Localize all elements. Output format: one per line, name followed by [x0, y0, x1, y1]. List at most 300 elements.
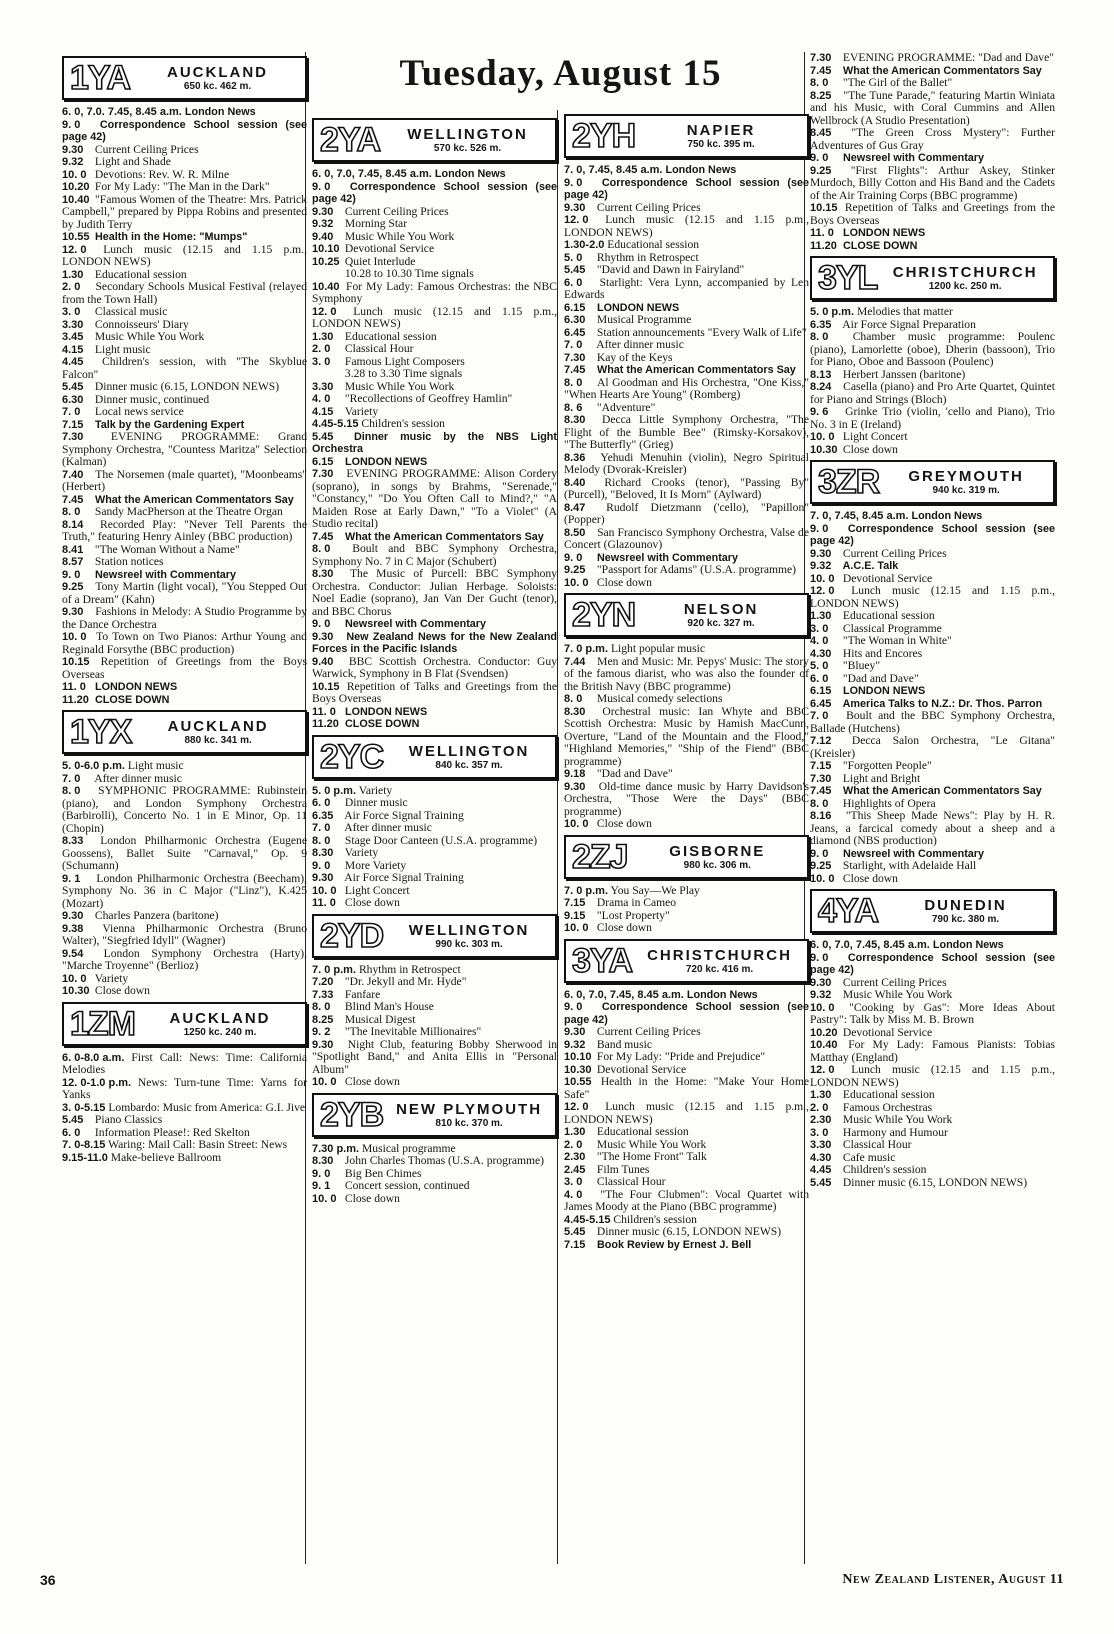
programme-entry — [810, 585, 1055, 610]
programme-text: LONDON NEWS — [597, 301, 680, 314]
programme-text: Connoisseurs' Diary — [94, 317, 189, 331]
programme-entry — [564, 1076, 809, 1101]
station-block — [312, 735, 557, 910]
programme-text: Boult and the BBC Symphony Orchestra, Ballade (Hutchens) — [810, 709, 1055, 735]
programme-time: 8.50 — [564, 526, 586, 539]
programme-text: After dinner music — [344, 821, 432, 834]
programme-text: Devotional Service — [842, 1025, 933, 1039]
programme-entry — [312, 1193, 557, 1206]
programme-list — [62, 1052, 307, 1165]
programme-text: Station announcements "Every Walk of Life" — [596, 325, 807, 339]
programme-entry — [62, 681, 307, 694]
programme-time: 5.45 — [62, 381, 84, 393]
programme-entry — [62, 406, 307, 419]
programme-entry — [564, 1226, 809, 1239]
page-title: Tuesday, August 15 — [399, 53, 722, 94]
programme-entry — [62, 194, 307, 232]
programme-time: 10.10 — [564, 1051, 592, 1063]
programme-text: Correspondence School session (see page 42) — [810, 951, 1056, 976]
programme-text: "The Woman in White" — [842, 634, 952, 647]
programme-time: 7. 0 p.m. — [564, 643, 609, 655]
programme-entry — [564, 527, 809, 552]
programme-text: CLOSE DOWN — [95, 693, 170, 706]
programme-text: Close down — [842, 442, 898, 456]
programme-entry — [810, 939, 1055, 952]
programme-time: 9. 2 — [312, 1026, 331, 1038]
programme-entry — [564, 577, 809, 590]
programme-text: Light music — [127, 759, 184, 772]
programme-time: 9.30 — [312, 872, 334, 884]
programme-text: For My Lady: Famous Pianists: Tobias Matthay (England) — [810, 1038, 1055, 1064]
programme-time: 7. 0, 7.45, 8.45 a.m. — [810, 510, 909, 522]
programme-text: Piano Classics — [94, 1113, 163, 1126]
programme-time: 10. 0 — [62, 168, 87, 181]
programme-text: Lunch music (12.15 and 1.15 p.m., LONDON NEWS) — [810, 584, 1055, 610]
programme-time: 5.45 — [810, 1176, 832, 1189]
programme-time: 9.30 — [564, 780, 586, 793]
station-block — [312, 118, 557, 731]
programme-text: Lunch music (12.15 and 1.15 p.m., LONDON NEWS) — [312, 304, 557, 330]
programme-text: "Dad and Dave" — [842, 671, 919, 685]
programme-text: The Music of Purcell: BBC Symphony Orchestra. Conductor: Julian Herbage. Soloists: Noel Eadie (soprano), Jan Van Der Gucht (tenor), and BBC Chorus — [312, 567, 557, 618]
programme-entry — [810, 331, 1055, 369]
programme-text: Children's session, with "The Skyblue Falcon" — [62, 355, 307, 381]
programme-time: 1.30 — [810, 610, 832, 622]
programme-text: News: Turn-tune Time: Yarns for Yanks — [62, 1075, 307, 1101]
programme-text: Rhythm in Retrospect — [596, 250, 699, 264]
programme-text: First Call: News: Time: California Melodies — [62, 1050, 307, 1076]
programme-text: Light popular music — [610, 642, 705, 655]
programme-text: Decca Salon Orchestra, "Le Gitana" (Kreisler) — [810, 734, 1056, 760]
programme-time: 10.40 — [62, 193, 90, 206]
programme-entry — [810, 1002, 1055, 1027]
programme-text: Newsreel with Commentary — [95, 568, 237, 581]
programme-text: London News — [911, 510, 983, 522]
programme-time: 7.45 — [564, 364, 586, 376]
programme-time: 2. 0 — [312, 343, 331, 355]
programme-list — [810, 52, 1055, 252]
programme-time: 5.45 — [564, 264, 586, 276]
programme-list — [564, 885, 809, 935]
programme-time: 8. 0 — [312, 1001, 331, 1013]
programme-entry — [810, 873, 1055, 886]
programme-time: 9. 0 — [810, 152, 829, 164]
programme-time: 8.13 — [810, 368, 832, 381]
programme-time: 10. 0 — [62, 972, 87, 985]
programme-time: 10.20 — [810, 1026, 838, 1039]
programme-text: Light and Shade — [94, 155, 171, 168]
programme-text: Rhythm in Retrospect — [358, 962, 461, 976]
programme-time: 2.45 — [564, 1163, 586, 1176]
station-header — [62, 1002, 307, 1046]
programme-text: Devotions: Rev. W. R. Milne — [94, 167, 230, 181]
programme-entry — [312, 306, 557, 331]
programme-list — [312, 1143, 557, 1206]
programme-text: What the American Commentators Say — [843, 64, 1042, 77]
programme-time: 9.25 — [62, 581, 84, 593]
programme-list — [312, 168, 557, 731]
programme-text: Orchestral music: Ian Whyte and BBC Scottish Orchestra: Music by Hamish MacCunn, Overture, "Land of the Mountain and the Flood," "Highland Memories," "Ship of the Fiend" (BBC programme) — [564, 704, 809, 768]
programme-text: Close down — [344, 1075, 400, 1088]
programme-time: 3. 0 — [810, 1126, 829, 1139]
programme-time: 1.30 — [810, 1089, 832, 1101]
programme-list — [810, 939, 1055, 1189]
programme-entry — [62, 694, 307, 707]
programme-time: 6.30 — [564, 314, 586, 326]
programme-time: 1.30 — [564, 1126, 586, 1138]
programme-time: 10. 0 — [312, 1192, 337, 1205]
programme-time: 7.30 — [312, 468, 334, 480]
station-logo: 2YH — [572, 117, 636, 155]
programme-time: 10.30 — [810, 443, 838, 456]
programme-text: Lunch music (12.15 and 1.15 p.m., LONDON NEWS) — [62, 242, 307, 268]
station-block — [564, 114, 809, 589]
station-block — [810, 889, 1055, 1189]
programme-entry — [810, 685, 1055, 698]
programme-time: 6. 0, 7.0. 7.45, 8.45 a.m. — [62, 106, 182, 118]
programme-text: Make-believe Ballroom — [110, 1150, 222, 1164]
station-header — [312, 1093, 557, 1137]
programme-list — [810, 306, 1055, 456]
programme-text: Harmony and Humour — [842, 1125, 948, 1139]
programme-text: LONDON NEWS — [95, 681, 178, 693]
programme-text: LONDON NEWS — [843, 685, 926, 697]
programme-text: Lunch music (12.15 and 1.15 p.m., LONDON NEWS) — [564, 1100, 809, 1126]
programme-list — [564, 643, 809, 831]
programme-text: Correspondence School session (see page 42) — [62, 118, 308, 143]
programme-text: "Passport for Adams" (U.S.A. programme) — [596, 563, 797, 576]
station-frequency: 920 kc. 327 m. — [687, 618, 755, 629]
programme-text: Close down — [596, 575, 652, 589]
programme-time: 11. 0 — [312, 897, 336, 909]
programme-entry — [62, 835, 307, 873]
station-frequency: 940 kc. 319 m. — [932, 485, 1000, 496]
programme-time: 11. 0 — [62, 681, 86, 693]
programme-time: 2. 0 — [62, 281, 81, 293]
programme-text: Close down — [596, 921, 652, 934]
programme-text: BBC Scottish Orchestra. Conductor: Guy Warwick, Symphony in B Flat (Svendsen) — [312, 654, 557, 680]
programme-text: What the American Commentators Say — [597, 364, 796, 376]
column-4 — [810, 52, 1055, 1189]
programme-time: 12. 0 — [810, 1064, 835, 1076]
programme-text: Close down — [842, 871, 898, 885]
programme-text: "Bluey" — [842, 659, 881, 672]
programme-text: London News — [932, 939, 1004, 951]
programme-entry — [810, 52, 1055, 65]
programme-text: Night Club, featuring Bobby Sherwood in "Spotlight Band," and Anita Ellis in "Personal Album" — [312, 1037, 557, 1076]
programme-text: Dinner music — [344, 796, 408, 809]
station-frequency: 790 kc. 380 m. — [931, 914, 1000, 925]
programme-time: 4.45-5.15 — [312, 418, 359, 430]
programme-text: Lunch music (12.15 and 1.15 p.m., LONDON NEWS) — [810, 1063, 1055, 1089]
programme-text: Lunch music (12.15 and 1.15 p.m., LONDON NEWS) — [564, 213, 809, 239]
programme-time: 9. 1 — [312, 1180, 331, 1192]
programme-text: Highlights of Opera — [842, 796, 936, 810]
programme-time: 7. 0 — [62, 406, 81, 418]
programme-text: 3.28 to 3.30 Time signals — [344, 367, 463, 380]
programme-text: Hits and Encores — [842, 646, 923, 660]
programme-time: 10. 0 — [810, 431, 835, 443]
programme-time: 8.24 — [810, 381, 832, 393]
station-header — [312, 914, 557, 958]
programme-time: 6.15 — [810, 685, 832, 697]
programme-time: 3. 0-5.15 — [62, 1101, 106, 1114]
programme-time: 7.15 — [564, 1238, 586, 1251]
programme-time: 9.40 — [312, 230, 334, 243]
programme-text: "First Flights": Arthur Askey, Stinker Murdoch, Billy Cotton and His Band and the Cadets of the Air Training Corps (BBC programme) — [810, 163, 1055, 202]
programme-text: EVENING PROGRAMME: Alison Cordery (soprano), in songs by Brahms, "Serenade," "Constancy," "Do You Often Call to Mind?," "A Maiden Rose at Early Dawn," "To a Violet" (A Studio recital) — [312, 467, 557, 530]
programme-time: 7. 0 — [810, 710, 829, 722]
programme-time: 8. 0 — [312, 834, 331, 847]
programme-text: SYMPHONIC PROGRAMME: Rubinstein (piano), and London Symphony Orchestra (Barbirolli), Concerto No. 1 in E Minor, Op. 11 (Chopin) — [62, 784, 307, 835]
programme-time: 8.45 — [810, 127, 832, 139]
programme-text: Light music — [94, 342, 151, 356]
programme-time: 9. 0 — [810, 522, 829, 535]
programme-time: 6.30 — [62, 393, 84, 406]
programme-text: "David and Dawn in Fairyland" — [596, 263, 745, 276]
programme-text: London News — [184, 106, 256, 118]
programme-text: CLOSE DOWN — [345, 718, 420, 730]
programme-text: Blind Man's House — [344, 1000, 434, 1013]
programme-text: Tony Martin (light vocal), "You Stepped Out of a Dream" (Kahn) — [62, 580, 307, 606]
programme-entry — [312, 631, 557, 656]
programme-time: 7.30 p.m. — [312, 1142, 360, 1155]
programme-time: 11.20 — [810, 239, 837, 252]
programme-time: 3. 0 — [564, 1176, 583, 1188]
programme-time: 9.30 — [810, 547, 832, 560]
programme-text: Vienna Philharmonic Orchestra (Bruno Walter), "Siegfried Idyll" (Wagner) — [62, 921, 307, 947]
programme-text: London Symphony Orchestra (Harty), "Marche Troyenne" (Berlioz) — [62, 946, 307, 972]
programme-time: 6. 0, 7.0, 7.45, 8.45 a.m. — [312, 168, 432, 180]
programme-time: 6.35 — [312, 809, 334, 822]
programme-text: Variety — [94, 971, 129, 985]
station-logo: 3ZR — [818, 463, 880, 501]
programme-time: 6.35 — [810, 318, 832, 331]
programme-time: 7. 0 — [312, 822, 331, 834]
programme-entry — [62, 431, 307, 469]
programme-time: 7.30 — [810, 52, 832, 64]
programme-time: 7.30 — [564, 351, 586, 364]
programme-text: Close down — [94, 984, 150, 997]
programme-text: Famous Light Composers — [344, 354, 465, 368]
station-header — [810, 460, 1055, 504]
programme-time: 7. 0-8.15 — [62, 1139, 106, 1151]
programme-time: 10.20 — [62, 181, 90, 193]
programme-entry — [564, 414, 809, 452]
station-logo: 3YL — [818, 259, 878, 297]
programme-entry — [62, 1152, 307, 1165]
programme-time: 6. 0-8.0 a.m. — [62, 1051, 125, 1064]
programme-text: Close down — [344, 1191, 400, 1205]
station-city: NAPIER — [686, 122, 756, 139]
programme-time: 10.10 — [312, 243, 340, 255]
programme-time: 10.40 — [312, 280, 340, 293]
programme-time: 6. 0 — [62, 1126, 81, 1139]
programme-text: Herbert Janssen (baritone) — [842, 367, 966, 381]
station-city: WELLINGTON — [408, 742, 530, 760]
programme-time: 4.30 — [810, 647, 832, 660]
programme-time: 10.40 — [810, 1039, 838, 1051]
programme-time: 8. 6 — [564, 401, 583, 414]
programme-text: "Lost Property" — [596, 908, 670, 922]
programme-time: 9. 0 — [810, 847, 829, 860]
programme-entry — [564, 164, 809, 177]
programme-entry — [62, 556, 307, 569]
programme-time: 4.45 — [62, 356, 84, 368]
programme-entry — [564, 1189, 809, 1214]
programme-text: "The Four Clubmen": Vocal Quartet with James Moody at the Piano (BBC programme) — [564, 1187, 809, 1213]
programme-time: 9. 0 — [564, 551, 583, 564]
station-block — [564, 939, 809, 1252]
programme-text: Musical Digest — [344, 1012, 416, 1026]
programme-entry — [62, 356, 307, 381]
programme-text: "Dr. Jekyll and Mr. Hyde" — [344, 975, 467, 988]
programme-entry — [810, 510, 1055, 523]
programme-entry — [312, 1076, 557, 1089]
programme-text: Health in the Home: "Mumps" — [95, 231, 248, 243]
programme-text: London News — [665, 164, 737, 176]
programme-time: 6. 0 — [564, 276, 583, 289]
programme-entry — [564, 177, 809, 202]
programme-time: 11. 0 — [810, 227, 834, 239]
programme-entry — [62, 581, 307, 606]
programme-entry — [62, 106, 307, 119]
programme-time: 3.30 — [312, 380, 334, 393]
programme-entry — [810, 773, 1055, 786]
station-city: CHRISTCHURCH — [892, 264, 1038, 281]
programme-entry — [62, 948, 307, 973]
station-logo: 2YD — [320, 916, 384, 955]
programme-text: Light Concert — [344, 883, 410, 897]
programme-entry — [810, 90, 1055, 128]
programme-text: For My Lady: Famous Orchestras: the NBC Symphony — [312, 279, 557, 305]
station-frequency: 1250 kc. 240 m. — [183, 1026, 257, 1038]
programme-time: 8.41 — [62, 543, 84, 556]
station-block — [62, 1002, 307, 1165]
programme-time: 2.30 — [564, 1151, 586, 1163]
programme-text: Sandy MacPherson at the Theatre Organ — [94, 505, 283, 518]
programme-list — [62, 760, 307, 998]
programme-time: 5. 0 — [810, 660, 829, 672]
programme-entry — [62, 923, 307, 948]
programme-entry — [810, 1064, 1055, 1089]
programme-text: Newsreel with Commentary — [345, 618, 487, 630]
programme-list — [312, 785, 557, 910]
programme-time: 8. 0 — [62, 506, 81, 518]
programme-entry — [62, 631, 307, 656]
programme-entry — [810, 381, 1055, 406]
station-logo: 2YA — [320, 121, 381, 159]
programme-time: 9.32 — [312, 218, 334, 230]
programme-entry — [312, 718, 557, 731]
programme-text: New Zealand News for the New Zealand Forces in the Pacific Islands — [312, 630, 558, 655]
programme-time: 8. 0 — [564, 693, 583, 705]
programme-time: 12. 0 — [564, 214, 589, 226]
programme-text: Educational session — [842, 609, 935, 622]
station-frequency: 880 kc. 341 m. — [184, 735, 252, 746]
programme-entry — [810, 1177, 1055, 1190]
programme-time: 7. 0 p.m. — [564, 884, 609, 897]
programme-time: 9. 0 — [312, 618, 331, 630]
programme-time: 9.15 — [564, 909, 586, 922]
programme-time: 7.30 — [810, 772, 832, 785]
programme-text: Band music — [596, 1037, 652, 1051]
station-city: WELLINGTON — [407, 126, 528, 143]
programme-text: 10.28 to 10.30 Time signals — [344, 267, 474, 280]
programme-time: 1.30 — [312, 330, 334, 343]
programme-entry — [62, 519, 307, 544]
programme-time: 5. 0-6.0 p.m. — [62, 760, 125, 772]
programme-text: Variety — [358, 783, 393, 797]
programme-time: 8. 0 — [312, 543, 331, 555]
programme-time: 7.15 — [564, 897, 586, 909]
programme-time: 9. 0 — [62, 568, 81, 581]
programme-text: Melodies that matter — [856, 305, 953, 318]
programme-text: Close down — [596, 817, 652, 830]
programme-time: 6.45 — [810, 697, 832, 710]
programme-time: 9.30 — [62, 910, 84, 922]
station-block — [62, 710, 307, 998]
programme-time: 9.25 — [810, 164, 832, 177]
programme-text: London Philharmonic Orchestra (Eugene Goossens), Ballet Suite "Carnaval," Op. 9 (Schumann) — [62, 834, 307, 872]
programme-text: "The Tune Parade," featuring Martin Winiata and his Music, with Coral Cummins and Allen Wellbrock (A Studio Presentation) — [810, 88, 1055, 127]
programme-entry — [62, 606, 307, 631]
programme-time: 6. 0 — [810, 672, 829, 685]
programme-time: 9.32 — [564, 1038, 586, 1051]
column-3 — [564, 110, 809, 1251]
page-number: 36 — [40, 1572, 56, 1588]
programme-time: 10.15 — [62, 656, 90, 668]
programme-text: Repetition of Talks and Greetings from the Boys Overseas — [810, 201, 1055, 227]
programme-time: 3.45 — [62, 331, 84, 343]
programme-text: Air Force Signal Preparation — [842, 317, 976, 331]
programme-time: 9. 0 — [312, 180, 331, 193]
programme-text: Newsreel with Commentary — [597, 551, 739, 564]
station-header — [62, 56, 307, 100]
programme-text: Variety — [344, 846, 379, 859]
page-footer: New Zealand Listener, August 11 — [842, 1572, 1064, 1587]
programme-time: 3.30 — [62, 318, 84, 331]
programme-entry — [62, 119, 307, 144]
programme-time: 7.44 — [564, 655, 586, 668]
programme-time: 8.57 — [62, 556, 84, 568]
programme-text: Devotional Service — [596, 1062, 687, 1076]
programme-time: 9.30 — [564, 201, 586, 214]
programme-text: Air Force Signal Training — [344, 808, 464, 822]
station-logo: 1YX — [70, 713, 132, 751]
programme-text: Classical Hour — [596, 1175, 666, 1188]
programme-text: What the American Commentators Say — [345, 530, 544, 543]
programme-entry — [564, 922, 809, 935]
programme-time: 9.32 — [810, 989, 832, 1001]
station-frequency: 980 kc. 306 m. — [683, 859, 751, 871]
programme-time: 2.30 — [810, 1114, 832, 1126]
programme-text: Current Ceiling Prices — [842, 546, 947, 560]
programme-time: 5. 0 — [564, 251, 583, 264]
programme-text: Light Concert — [842, 430, 908, 443]
programme-time: 9.25 — [810, 860, 832, 872]
programme-entry — [564, 781, 809, 819]
programme-text: Close down — [344, 896, 400, 909]
programme-text: Recorded Play: "Never Tell Parents the Truth," featuring Henry Ainley (BBC production) — [62, 517, 308, 543]
station-frequency: 990 kc. 303 m. — [435, 938, 503, 950]
programme-text: Starlight: Vera Lynn, accompanied by Len Edwards — [564, 275, 809, 301]
programme-time: 11.20 — [312, 718, 339, 730]
programme-time: 6. 0, 7.0, 7.45, 8.45 a.m. — [810, 939, 930, 951]
programme-entry — [810, 406, 1055, 431]
programme-time: 8.16 — [810, 810, 832, 822]
programme-text: Music While You Work — [344, 229, 455, 243]
